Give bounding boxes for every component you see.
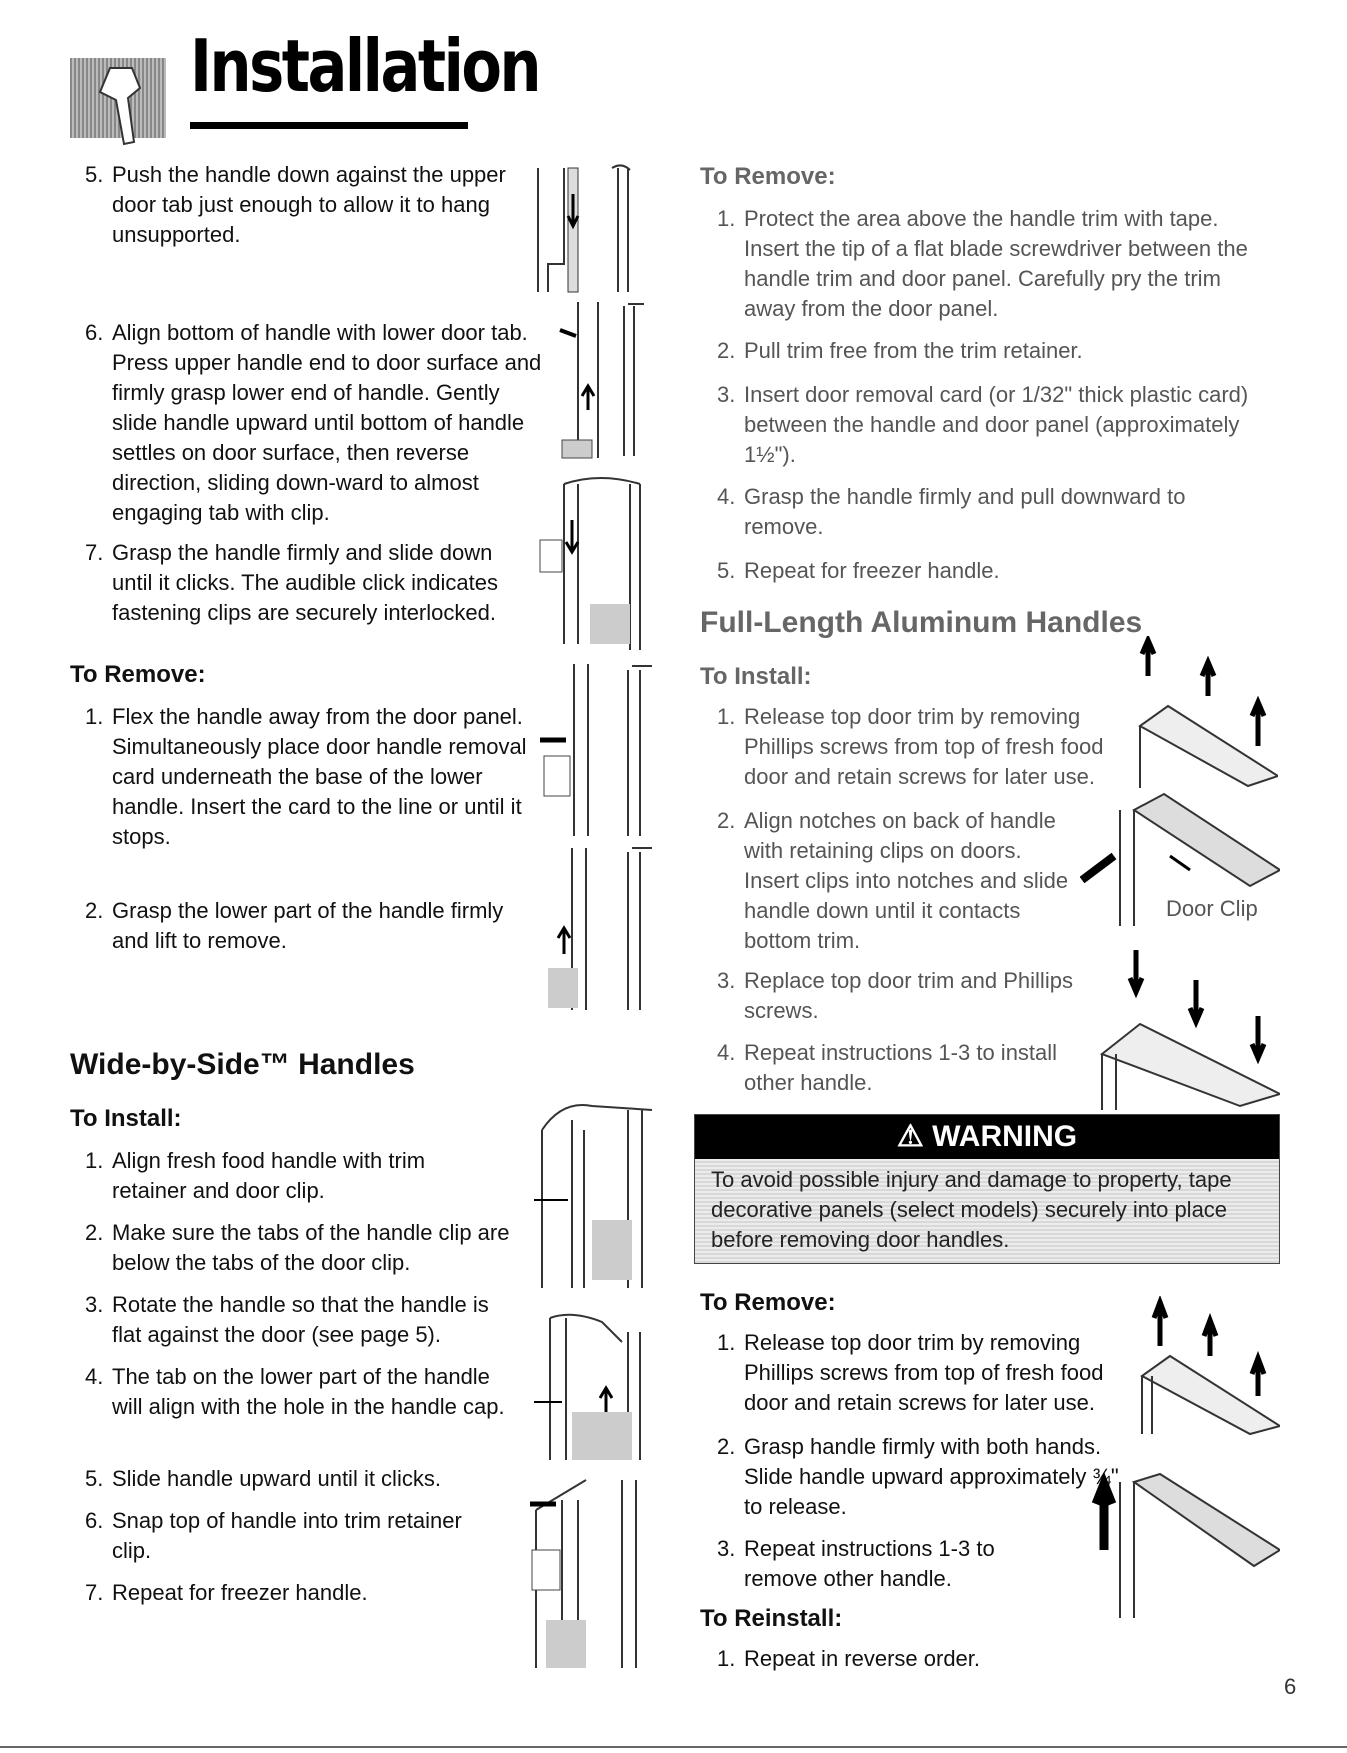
- step-text: The tab on the lower part of the handle will align with the hole in the handle cap.: [112, 1364, 505, 1419]
- step-text: Release top door trim by removing Phillips screws from top of fresh food door and retain screws for later use.: [744, 1330, 1104, 1415]
- door-clip-label: Door Clip: [1166, 896, 1258, 921]
- handle-illustration: [532, 164, 652, 294]
- step-text: Grasp handle firmly with both hands. Slide handle upward approximately ¾" to release.: [744, 1434, 1119, 1519]
- step-text: Grasp the handle firmly and slide down until it clicks. The audible click indicates fastening clips are securely interlocked.: [112, 540, 498, 625]
- handle-illustration: [530, 474, 660, 650]
- step-number: 1.: [85, 1148, 104, 1173]
- step-text: Rotate the handle so that the handle is flat against the door (see page 5).: [112, 1292, 489, 1347]
- step-number: 2.: [85, 1220, 104, 1245]
- step-number: 2.: [717, 1434, 736, 1459]
- step-number: 1.: [717, 1646, 736, 1671]
- step-number: 2.: [717, 338, 736, 363]
- step-text: Repeat instructions 1-3 to install other handle.: [744, 1040, 1058, 1095]
- step-number: 4.: [717, 484, 736, 509]
- step-number: 3.: [717, 1536, 736, 1561]
- warning-label: WARNING: [932, 1120, 1078, 1153]
- handle-illustration: [546, 844, 656, 1012]
- trim-install-illustration: [1100, 944, 1280, 1112]
- step-number: 1.: [717, 206, 736, 231]
- step-text: Replace top door trim and Phillips screws.: [744, 968, 1073, 1023]
- step-text: Align notches on back of handle with retaining clips on doors. Insert clips into notches and slide handle down until it contacts bottom trim.: [744, 808, 1069, 953]
- step-text: Release top door trim by removing Phillips screws from top of fresh food door and retain screws for later use.: [744, 704, 1104, 789]
- step-number: 6.: [85, 320, 104, 345]
- step-number: 5.: [85, 1466, 104, 1491]
- step-text: Align bottom of handle with lower door tab. Press upper handle end to door surface and firmly grasp lower end of handle. Gently slide handle upward until bottom of handle settles on door surface, then reverse direction, sliding down-ward to almost engaging tab with clip.: [112, 320, 542, 525]
- step-number: 3.: [717, 968, 736, 993]
- title-underline: [190, 122, 468, 129]
- handle-illustration: [558, 300, 658, 460]
- step-text: Push the handle down against the upper door tab just enough to allow it to hang unsupported.: [112, 162, 506, 247]
- step-number: 1.: [717, 1330, 736, 1355]
- step-number: 2.: [717, 808, 736, 833]
- step-text: Repeat in reverse order.: [744, 1646, 981, 1671]
- step-text: Insert door removal card (or 1/32" thick plastic card) between the handle and door panel (approximately 1½").: [744, 382, 1249, 467]
- step-text: Make sure the tabs of the handle clip are below the tabs of the door clip.: [112, 1220, 510, 1275]
- page-title: Installation: [190, 24, 540, 108]
- handle-illustration: [532, 1100, 662, 1290]
- section-heading: To Install:: [70, 1105, 182, 1132]
- section-heading: To Remove:: [700, 1289, 836, 1316]
- footer-rule: [0, 1746, 1347, 1748]
- step-number: 6.: [85, 1508, 104, 1533]
- step-number: 7.: [85, 540, 104, 565]
- step-text: Slide handle upward until it clicks.: [112, 1466, 441, 1491]
- step-number: 2.: [85, 898, 104, 923]
- handle-slide-illustration: [1090, 1470, 1280, 1620]
- handle-illustration: [536, 660, 656, 840]
- step-text: Flex the handle away from the door panel. Simultaneously place door handle removal card underneath the base of the lower handle. Insert the card to the line or until it stops.: [112, 704, 527, 849]
- warning-text: To avoid possible injury and damage to property, tape decorative panels (select models) securely into place before removing door handles.: [695, 1159, 1279, 1263]
- step-number: 1.: [85, 704, 104, 729]
- page-number: 6: [1284, 1674, 1297, 1699]
- section-heading: To Install:: [700, 663, 812, 690]
- step-text: Protect the area above the handle trim with tape. Insert the tip of a flat blade screwdriver between the handle trim and door panel. Carefully pry the trim away from the door panel.: [744, 206, 1248, 321]
- step-number: 4.: [85, 1364, 104, 1389]
- step-number: 5.: [717, 558, 736, 583]
- section-heading-wide-by-side: Wide-by-Side™ Handles: [70, 1048, 415, 1081]
- step-number: 4.: [717, 1040, 736, 1065]
- section-heading: To Remove:: [700, 163, 836, 190]
- step-number: 5.: [85, 162, 104, 187]
- step-text: Snap top of handle into trim retainer clip.: [112, 1508, 462, 1563]
- step-number: 7.: [85, 1580, 104, 1605]
- wrench-icon: [70, 58, 170, 148]
- warning-banner: [695, 1115, 1279, 1159]
- step-text: Repeat for freezer handle.: [112, 1580, 368, 1605]
- section-heading: To Reinstall:: [700, 1605, 843, 1632]
- step-number: 3.: [717, 382, 736, 407]
- section-heading: To Remove:: [70, 661, 206, 688]
- trim-removal-illustration: [1130, 1296, 1280, 1436]
- step-text: Repeat instructions 1-3 to remove other handle.: [744, 1536, 995, 1591]
- step-text: Grasp the lower part of the handle firmly and lift to remove.: [112, 898, 504, 953]
- handle-illustration: [532, 1312, 652, 1462]
- step-text: Pull trim free from the trim retainer.: [744, 338, 1083, 363]
- step-number: 1.: [717, 704, 736, 729]
- warning-triangle-icon: ⚠: [896, 1120, 924, 1153]
- trim-removal-illustration: [1128, 636, 1278, 792]
- step-text: Align fresh food handle with trim retainer and door clip.: [112, 1148, 426, 1203]
- step-number: 3.: [85, 1292, 104, 1317]
- handle-illustration: [526, 1470, 656, 1670]
- warning-box: [694, 1114, 1280, 1264]
- section-heading-aluminum: Full-Length Aluminum Handles: [700, 606, 1143, 639]
- step-text: Repeat for freezer handle.: [744, 558, 1000, 583]
- step-text: Grasp the handle firmly and pull downward to remove.: [744, 484, 1186, 539]
